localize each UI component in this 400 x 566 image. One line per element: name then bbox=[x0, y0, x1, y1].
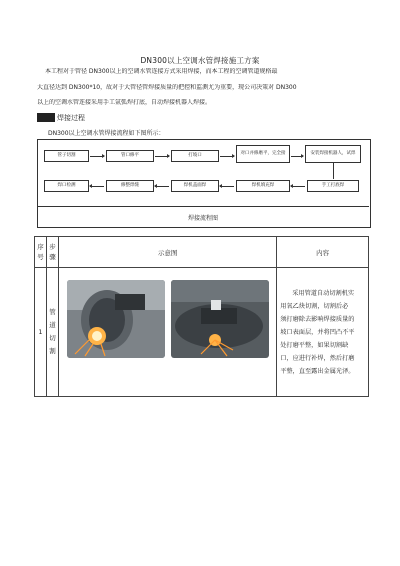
procedure-table bbox=[34, 236, 369, 397]
arrow bbox=[220, 186, 234, 187]
header-step: 步骤 bbox=[46, 237, 58, 268]
arrow bbox=[90, 186, 104, 187]
arrow bbox=[291, 156, 303, 157]
flow-node-dress: 修整焊缝 bbox=[106, 180, 154, 192]
flow-node-inspect: 焊口检测 bbox=[44, 180, 89, 192]
arrow bbox=[155, 186, 169, 187]
flow-node-fill: 焊机填充焊 bbox=[236, 180, 290, 192]
paragraph-line-3: 以上的空调水管连接采用手工氩弧焊打底，自动焊接机器人焊接。 bbox=[37, 99, 212, 106]
section-marker bbox=[37, 113, 55, 122]
header-content: 内容 bbox=[277, 237, 369, 268]
flow-node-robot-setup: 安装焊接机器人，试焊 bbox=[305, 145, 361, 163]
arrow bbox=[220, 156, 234, 157]
header-no: 序号 bbox=[35, 237, 47, 268]
flow-intro: DN300以上空调水管焊接流程如下图所示： bbox=[48, 130, 165, 137]
arrow bbox=[155, 156, 169, 157]
flow-node-fitup: 对口并修磨平，完全接 bbox=[236, 145, 290, 163]
section-title: 焊接过程 bbox=[57, 114, 85, 122]
pipe-cutting-photo-1 bbox=[67, 280, 165, 358]
flow-node-bevel: 打坡口 bbox=[171, 150, 219, 162]
flow-node-cap: 焊机盖面焊 bbox=[171, 180, 219, 192]
connector bbox=[333, 163, 334, 179]
document-title: DN300以上空调水管焊接施工方案 bbox=[140, 56, 260, 65]
header-image: 示意图 bbox=[58, 237, 276, 268]
pipe-cutting-photo-2 bbox=[171, 280, 269, 358]
table-header-row bbox=[35, 237, 369, 268]
flow-caption-cell bbox=[37, 206, 369, 227]
row-description: 采用管道自动切割机实 用氧乙炔切割，切割后必 须打磨除去影响焊接质量的 坡口表面层，并将凹凸不平 处打磨平整，如果切割缺 口，应进行补焊，然后打磨 平整，直至露出金属光泽。 bbox=[277, 268, 369, 397]
table-row bbox=[35, 268, 369, 397]
arrow bbox=[291, 186, 305, 187]
flow-node-cut: 管子切割 bbox=[44, 150, 89, 162]
flow-node-root: 手工打底焊 bbox=[307, 180, 359, 192]
row-step: 管道切割 bbox=[46, 268, 58, 397]
paragraph-line-1: 本工程对于管径 DN300以上的空调水管连接方式采用焊接，而本工程的空调管道规格最 bbox=[45, 68, 278, 75]
flow-node-trim: 管口修平 bbox=[106, 150, 154, 162]
row-no: 1 bbox=[35, 268, 47, 397]
paragraph-line-2: 大直径达到 DN300*10，故对于大管径管焊接质量的把控和监测尤为重要，现公司决策对 DN300 bbox=[37, 84, 297, 91]
arrow bbox=[90, 156, 104, 157]
row-image-cell bbox=[58, 268, 276, 397]
flow-caption: 焊接流程图 bbox=[187, 215, 218, 222]
